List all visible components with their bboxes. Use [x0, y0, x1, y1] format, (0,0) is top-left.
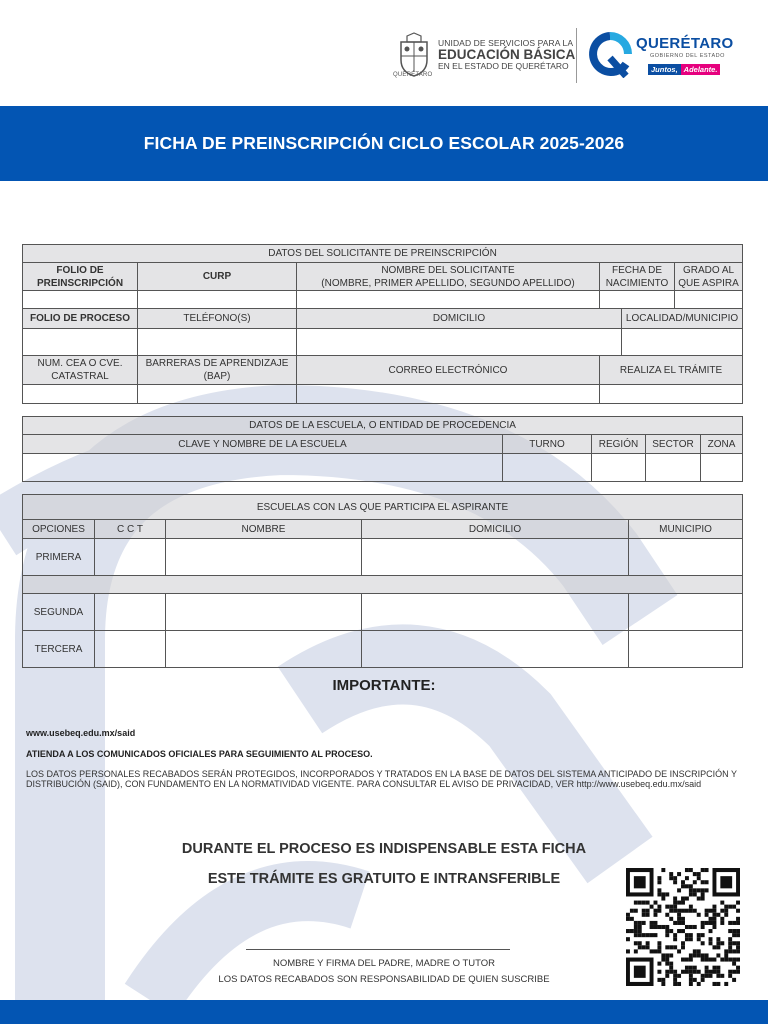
nombre-header: [297, 263, 600, 291]
option-domicilio-field[interactable]: [362, 539, 629, 576]
state-subtitle: GOBIERNO DEL ESTADO: [650, 53, 725, 59]
tagline-part-1: Juntos,: [648, 64, 681, 75]
school-section-title: DATOS DE LA ESCUELA, O ENTIDAD DE PROCEDENCIA: [23, 417, 743, 435]
bap-label-1: BARRERAS DE APRENDIZAJE: [145, 358, 289, 369]
nombre-label: NOMBRE DEL SOLICITANTE: [381, 264, 515, 276]
fecha-label-2: NACIMIENTO: [605, 277, 669, 289]
opciones-header: OPCIONES: [23, 520, 95, 539]
option-municipio-field[interactable]: [629, 631, 743, 668]
telefono-header: TELÉFONO(S): [138, 309, 297, 329]
state-name: QUERÉTARO: [636, 35, 734, 52]
cct-header: C C T: [95, 520, 166, 539]
localidad-header: LOCALIDAD/MUNICIPIO: [622, 309, 743, 329]
responsibility-note: LOS DATOS RECABADOS SON RESPONSABILIDAD DE QUIEN SUSCRIBE: [218, 974, 550, 985]
cea-label-2: CATASTRAL: [51, 371, 109, 382]
option-municipio-field[interactable]: [629, 539, 743, 576]
grado-header: [675, 263, 743, 291]
fecha-field[interactable]: [600, 291, 675, 309]
fecha-label-1: FECHA DE: [611, 264, 662, 276]
seal-caption: QUERÉTARO: [393, 72, 433, 78]
domicilio-escuela-header: DOMICILIO: [362, 520, 629, 539]
school-table: [22, 416, 743, 482]
qr-code: [620, 862, 746, 992]
option-label-primera: PRIMERA: [23, 539, 95, 576]
correo-field[interactable]: [297, 385, 600, 404]
realiza-field[interactable]: [600, 385, 743, 404]
options-section-title: ESCUELAS CON LAS QUE PARTICIPA EL ASPIRANTE: [23, 495, 743, 520]
folio-proceso-header: FOLIO DE PROCESO: [23, 309, 138, 329]
curp-field[interactable]: [138, 291, 297, 309]
region-header: REGIÓN: [592, 435, 646, 454]
option-nombre-field[interactable]: [166, 594, 362, 631]
sector-field[interactable]: [646, 454, 701, 482]
header: [0, 0, 768, 106]
sector-header: SECTOR: [646, 435, 701, 454]
option-domicilio-field[interactable]: [362, 631, 629, 668]
bap-label-2: (BAP): [203, 371, 231, 382]
turno-header: TURNO: [503, 435, 592, 454]
curp-header: CURP: [138, 263, 297, 291]
clave-field[interactable]: [23, 454, 503, 482]
signature-line: [246, 949, 510, 950]
option-cct-field[interactable]: [95, 539, 166, 576]
signature-label: NOMBRE Y FIRMA DEL PADRE, MADRE O TUTOR: [272, 958, 496, 969]
option-municipio-field[interactable]: [629, 594, 743, 631]
title-band: [0, 106, 768, 181]
domicilio-field[interactable]: [297, 329, 622, 356]
tagline-part-2: Adelante.: [681, 64, 721, 75]
queretaro-q-icon: [588, 32, 632, 78]
usebeq-logo-text: [438, 39, 575, 71]
localidad-field[interactable]: [622, 329, 743, 356]
applicant-section-title: DATOS DEL SOLICITANTE DE PREINSCRIPCIÓN: [23, 245, 743, 263]
official-notice: ATIENDA A LOS COMUNICADOS OFICIALES PARA SEGUIMIENTO AL PROCESO.: [26, 749, 373, 759]
option-label-segunda: SEGUNDA: [23, 594, 95, 631]
municipio-header: MUNICIPIO: [629, 520, 743, 539]
turno-field[interactable]: [503, 454, 592, 482]
realiza-header: REALIZA EL TRÁMITE: [600, 356, 743, 385]
domicilio-header: DOMICILIO: [297, 309, 622, 329]
zona-field[interactable]: [701, 454, 743, 482]
privacy-notice: LOS DATOS PERSONALES RECABADOS SERÁN PROTEGIDOS, INCORPORADOS Y TRATADOS EN LA BASE DE DATOS DEL SISTEMA ANTICIPADO DE INSCRIPCIÓN Y DISTRIBUCIÓN (SAID), CON FUNDAMENTO EN LA NORMATIVIDAD VIGENTE. PARA CONSULTAR EL AVISO DE PRIVACIDAD, VER http://www.usebeq.edu.mx/said: [26, 769, 737, 789]
clave-header: CLAVE Y NOMBRE DE LA ESCUELA: [23, 435, 503, 454]
options-table: [22, 494, 743, 668]
folio-pre-header: FOLIO DE PREINSCRIPCIÓN: [23, 263, 138, 291]
folio-pre-field[interactable]: [23, 291, 138, 309]
important-heading: IMPORTANTE:: [332, 677, 436, 694]
options-separator: [23, 576, 743, 594]
telefono-field[interactable]: [138, 329, 297, 356]
usebeq-line3: EN EL ESTADO DE QUERÉTARO: [438, 61, 569, 72]
nombre-field[interactable]: [297, 291, 600, 309]
usebeq-line2: EDUCACIÓN BÁSICA: [438, 46, 576, 62]
grado-field[interactable]: [675, 291, 743, 309]
usebeq-line1: UNIDAD DE SERVICIOS PARA LA: [438, 38, 574, 48]
bap-header: [138, 356, 297, 385]
mandatory-notice: DURANTE EL PROCESO ES INDISPENSABLE ESTA FICHA: [181, 841, 587, 857]
region-field[interactable]: [592, 454, 646, 482]
cea-label-1: NUM. CEA O CVE.: [37, 358, 123, 369]
logo-divider: [576, 28, 577, 83]
option-label-tercera: TERCERA: [23, 631, 95, 668]
option-nombre-field[interactable]: [166, 631, 362, 668]
grado-label-1: GRADO AL: [682, 264, 735, 276]
option-cct-field[interactable]: [95, 594, 166, 631]
footer-band: [0, 1000, 768, 1024]
nombre-sub: (NOMBRE, PRIMER APELLIDO, SEGUNDO APELLIDO): [321, 277, 575, 289]
zona-header: ZONA: [701, 435, 743, 454]
fecha-header: [600, 263, 675, 291]
bap-field[interactable]: [138, 385, 297, 404]
cea-header: [23, 356, 138, 385]
grado-label-2: QUE ASPIRA: [678, 277, 739, 289]
said-url-link[interactable]: www.usebeq.edu.mx/said: [26, 728, 136, 738]
state-tagline: [648, 64, 720, 75]
option-nombre-field[interactable]: [166, 539, 362, 576]
nombre-escuela-header: NOMBRE: [166, 520, 362, 539]
option-cct-field[interactable]: [95, 631, 166, 668]
cea-field[interactable]: [23, 385, 138, 404]
applicant-table: [22, 244, 743, 404]
free-notice: ESTE TRÁMITE ES GRATUITO E INTRANSFERIBLE: [207, 871, 561, 887]
qr-code-icon: [626, 868, 740, 986]
correo-header: CORREO ELECTRÓNICO: [297, 356, 600, 385]
page-title: FICHA DE PREINSCRIPCIÓN CICLO ESCOLAR 2025-2026: [143, 133, 625, 153]
folio-proceso-field[interactable]: [23, 329, 138, 356]
option-domicilio-field[interactable]: [362, 594, 629, 631]
